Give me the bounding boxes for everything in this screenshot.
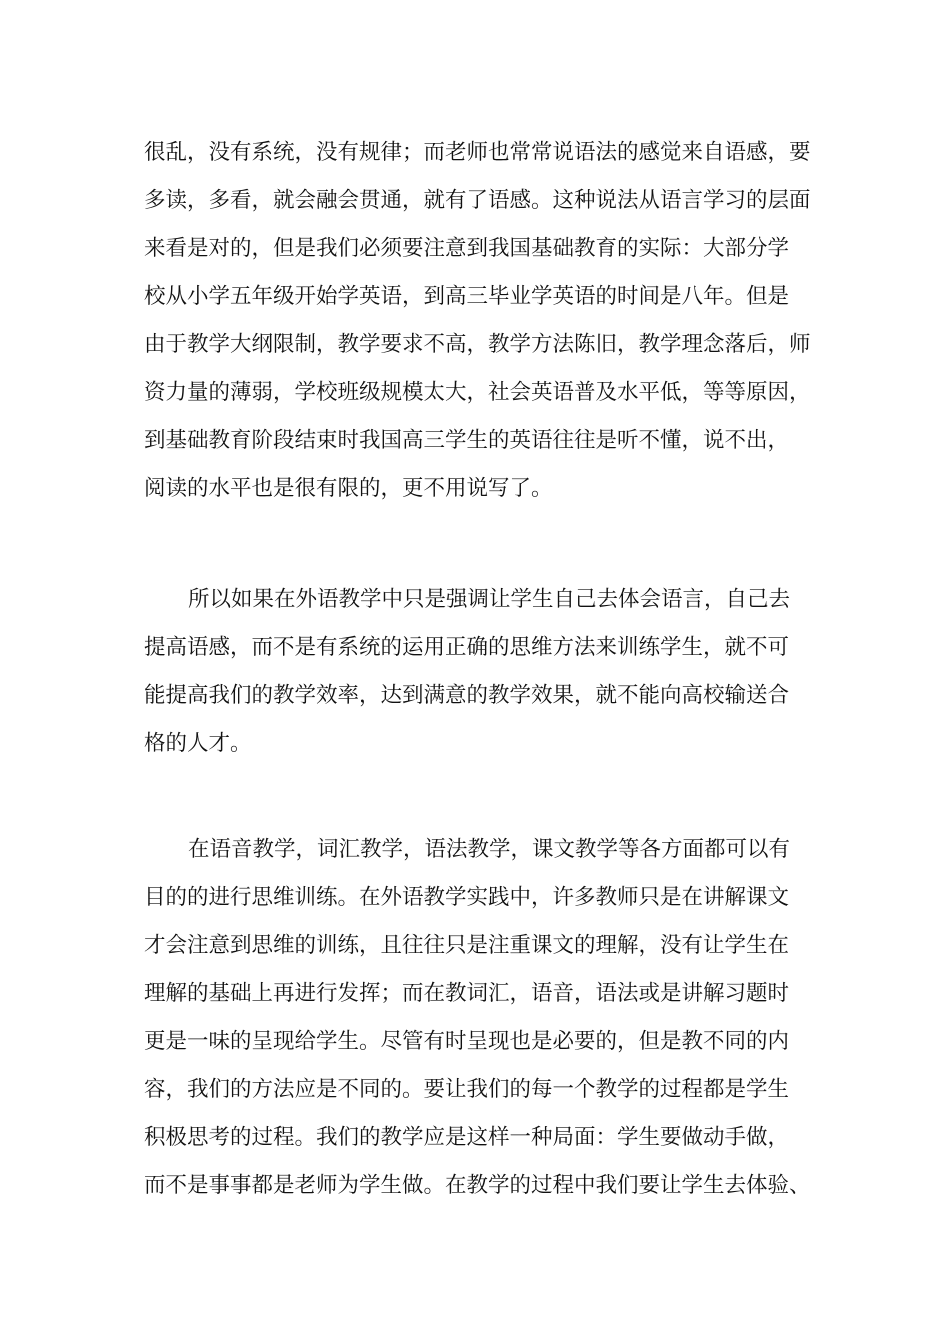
- text-line: 积极思考的过程。我们的教学应是这样一种局面：学生要做动手做，: [144, 1125, 790, 1150]
- text-line: 而不是事事都是老师为学生做。在教学的过程中我们要让学生去体验、: [144, 1173, 811, 1198]
- text-line: 阅读的水平也是很有限的，更不用说写了。: [144, 476, 553, 501]
- text-line: 由于教学大纲限制，教学要求不高，教学方法陈旧，教学理念落后，师: [144, 332, 811, 357]
- text-line: 多读，多看，就会融会贯通，就有了语感。这种说法从语言学习的层面: [144, 188, 811, 213]
- text-line: 提高语感，而不是有系统的运用正确的思维方法来训练学生，就不可: [144, 635, 790, 660]
- text-line: 能提高我们的教学效率，达到满意的教学效果，就不能向高校输送合: [144, 683, 790, 708]
- text-line: 校从小学五年级开始学英语，到高三毕业学英语的时间是八年。但是: [144, 284, 790, 309]
- text-line: 来看是对的，但是我们必须要注意到我国基础教育的实际：大部分学: [144, 236, 790, 261]
- text-line: 理解的基础上再进行发挥；而在教词汇，语音，语法或是讲解习题时: [144, 981, 790, 1006]
- text-line: 资力量的薄弱，学校班级规模太大，社会英语普及水平低，等等原因，: [144, 380, 811, 405]
- text-line: 格的人才。: [144, 731, 252, 756]
- text-line: 到基础教育阶段结束时我国高三学生的英语往往是听不懂，说不出，: [144, 428, 790, 453]
- text-line: 很乱，没有系统，没有规律；而老师也常常说语法的感觉来自语感，要: [144, 140, 811, 165]
- text-line: 所以如果在外语教学中只是强调让学生自己去体会语言，自己去: [188, 587, 791, 612]
- text-line: 更是一味的呈现给学生。尽管有时呈现也是必要的，但是教不同的内: [144, 1029, 790, 1054]
- text-line: 目的的进行思维训练。在外语教学实践中，许多教师只是在讲解课文: [144, 885, 790, 910]
- text-line: 在语音教学，词汇教学，语法教学，课文教学等各方面都可以有: [188, 837, 791, 862]
- text-line: 才会注意到思维的训练，且往往只是注重课文的理解，没有让学生在: [144, 933, 790, 958]
- text-line: 容，我们的方法应是不同的。要让我们的每一个教学的过程都是学生: [144, 1077, 790, 1102]
